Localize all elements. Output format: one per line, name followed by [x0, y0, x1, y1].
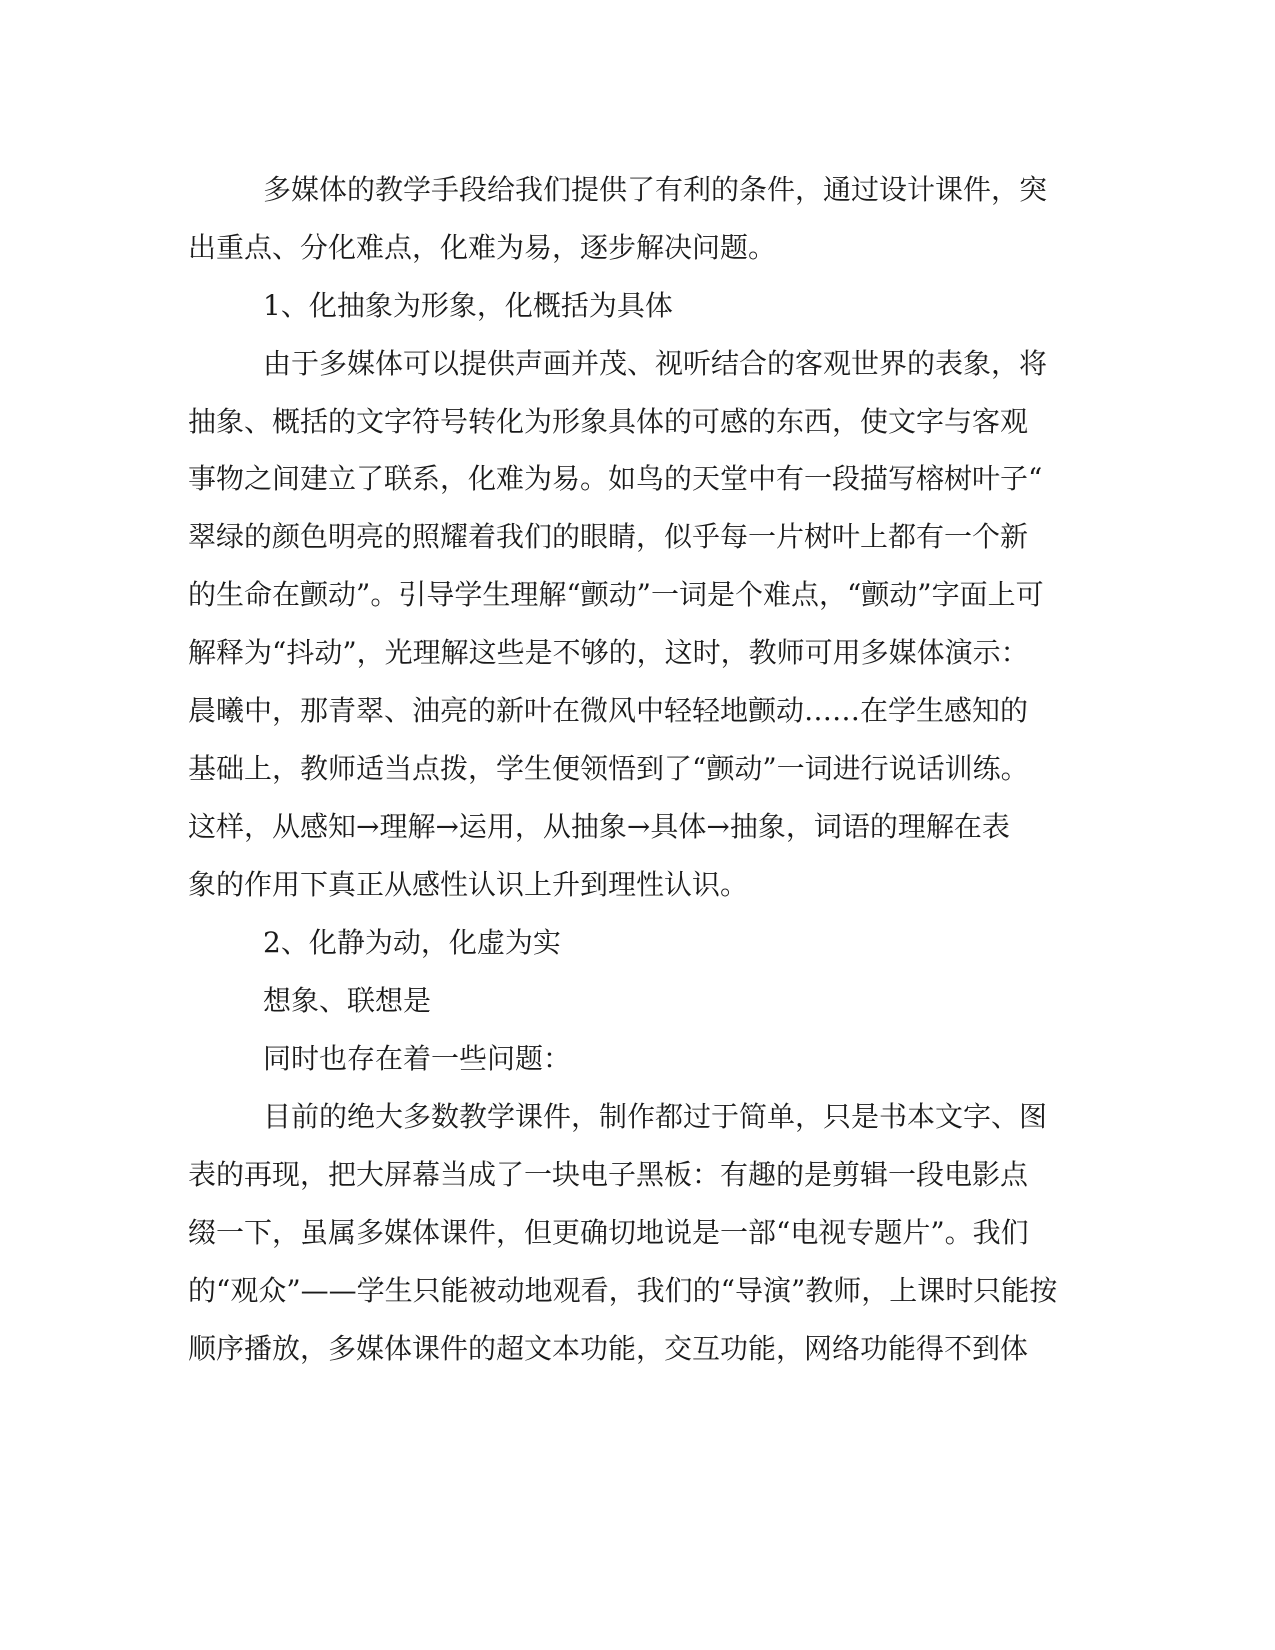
paragraph-line: 出重点、分化难点，化难为易，逐步解决问题。	[188, 231, 777, 264]
paragraph-line: 目前的绝大多数教学课件，制作都过于简单，只是书本文字、图	[263, 1100, 1048, 1133]
paragraph-line: 晨曦中，那青翠、油亮的新叶在微风中轻轻地颤动……在学生感知的	[188, 694, 1029, 727]
paragraph-line: 想象、联想是	[263, 984, 432, 1017]
paragraph-line: 基础上，教师适当点拨，学生便领悟到了“颤动”一词进行说话训练。	[188, 752, 1029, 785]
paragraph-line: 同时也存在着一些问题：	[263, 1042, 572, 1075]
paragraph-line: 表的再现，把大屏幕当成了一块电子黑板：有趣的是剪辑一段电影点	[188, 1158, 1029, 1191]
paragraph-line: 解释为“抖动”，光理解这些是不够的，这时，教师可用多媒体演示：	[188, 636, 1029, 669]
paragraph-line: 多媒体的教学手段给我们提供了有利的条件，通过设计课件，突	[263, 173, 1048, 206]
paragraph-line: 抽象、概括的文字符号转化为形象具体的可感的东西，使文字与客观	[188, 405, 1029, 438]
paragraph-line: 缀一下，虽属多媒体课件，但更确切地说是一部“电视专题片”。我们	[188, 1216, 1029, 1249]
paragraph-line: 翠绿的颜色明亮的照耀着我们的眼睛，似乎每一片树叶上都有一个新	[188, 520, 1029, 553]
section-heading: 1、化抽象为形象，化概括为具体	[263, 289, 673, 322]
paragraph-line: 的生命在颤动”。引导学生理解“颤动”一词是个难点，“颤动”字面上可	[188, 578, 1044, 611]
paragraph-line: 事物之间建立了联系，化难为易。如鸟的天堂中有一段描写榕树叶子“	[188, 462, 1043, 495]
paragraph-line: 象的作用下真正从感性认识上升到理性认识。	[188, 868, 749, 901]
paragraph-line: 这样，从感知→理解→运用，从抽象→具体→抽象，词语的理解在表	[188, 810, 1010, 843]
paragraph-line: 顺序播放，多媒体课件的超文本功能，交互功能，网络功能得不到体	[188, 1332, 1029, 1365]
section-heading: 2、化静为动，化虚为实	[263, 926, 561, 959]
paragraph-line: 由于多媒体可以提供声画并茂、视听结合的客观世界的表象，将	[263, 347, 1048, 380]
paragraph-line: 的“观众”——学生只能被动地观看，我们的“导演”教师，上课时只能按	[188, 1274, 1058, 1307]
